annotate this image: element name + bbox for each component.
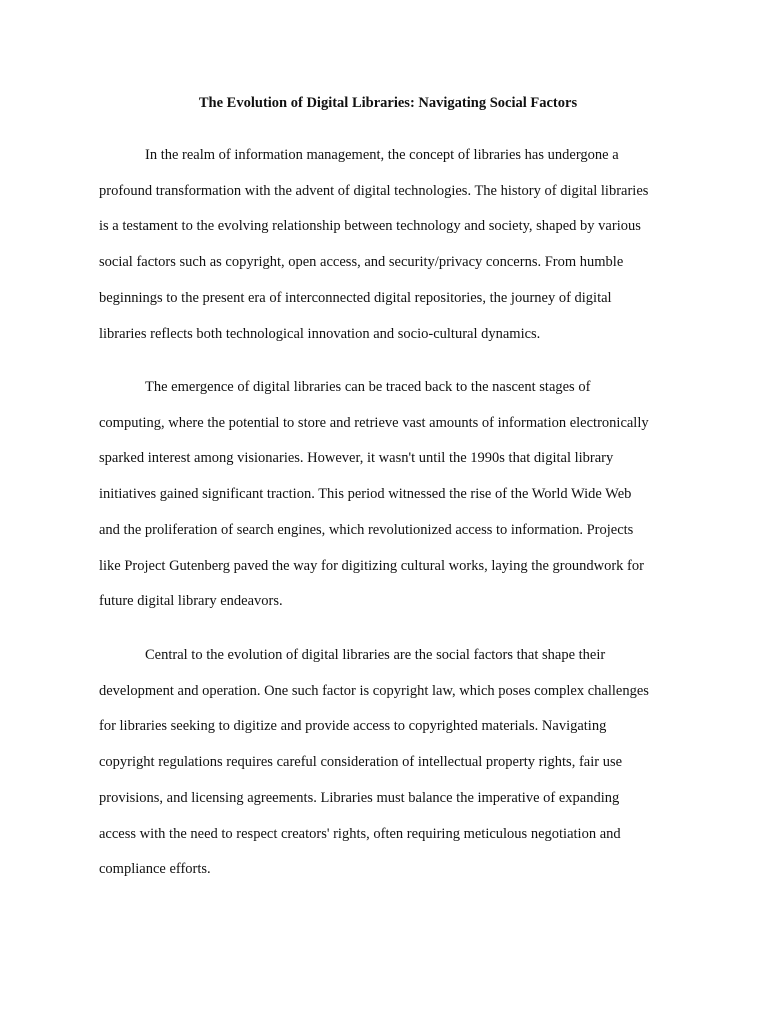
paragraph-line: libraries reflects both technological innovation and socio-cultural dynamics. — [99, 325, 541, 342]
paragraph-line: access with the need to respect creators' rights, often requiring meticulous negotiation and — [99, 825, 621, 842]
paragraph-1 — [99, 138, 677, 352]
paragraph-line: beginnings to the present era of interconnected digital repositories, the journey of digital — [99, 289, 612, 306]
paragraph-line: initiatives gained significant traction. This period witnessed the rise of the World Wide Web — [99, 486, 632, 503]
document-title: The Evolution of Digital Libraries: Navigating Social Factors — [198, 95, 578, 111]
paragraph-line: computing, where the potential to store and retrieve vast amounts of information electronically — [99, 414, 649, 431]
paragraph-line: compliance efforts. — [99, 861, 211, 878]
paragraph-line: copyright regulations requires careful consideration of intellectual property rights, fair use — [99, 754, 623, 771]
paragraph-2 — [99, 370, 677, 620]
paragraph-line: development and operation. One such factor is copyright law, which poses complex challenges — [99, 682, 649, 699]
paragraph-line: In the realm of information management, the concept of libraries has undergone a — [145, 147, 619, 163]
paragraph-line: Central to the evolution of digital libraries are the social factors that shape their — [145, 647, 606, 663]
paragraph-line: social factors such as copyright, open access, and security/privacy concerns. From humble — [99, 254, 624, 271]
paragraph-line: and the proliferation of search engines, which revolutionized access to information. Projects — [99, 521, 634, 538]
paragraph-line: The emergence of digital libraries can be traced back to the nascent stages of — [145, 379, 591, 395]
paragraph-line: for libraries seeking to digitize and provide access to copyrighted materials. Navigating — [99, 718, 607, 735]
paragraph-line: like Project Gutenberg paved the way for digitizing cultural works, laying the groundwork for — [99, 557, 644, 574]
paragraph-3 — [99, 638, 677, 888]
paragraph-line: sparked interest among visionaries. However, it wasn't until the 1990s that digital library — [99, 450, 614, 467]
paragraph-line: future digital library endeavors. — [99, 593, 283, 610]
paragraph-line: provisions, and licensing agreements. Libraries must balance the imperative of expanding — [99, 789, 620, 806]
paragraph-line: profound transformation with the advent of digital technologies. The history of digital libraries — [99, 182, 649, 199]
paragraph-line: is a testament to the evolving relationship between technology and society, shaped by various — [99, 218, 641, 235]
